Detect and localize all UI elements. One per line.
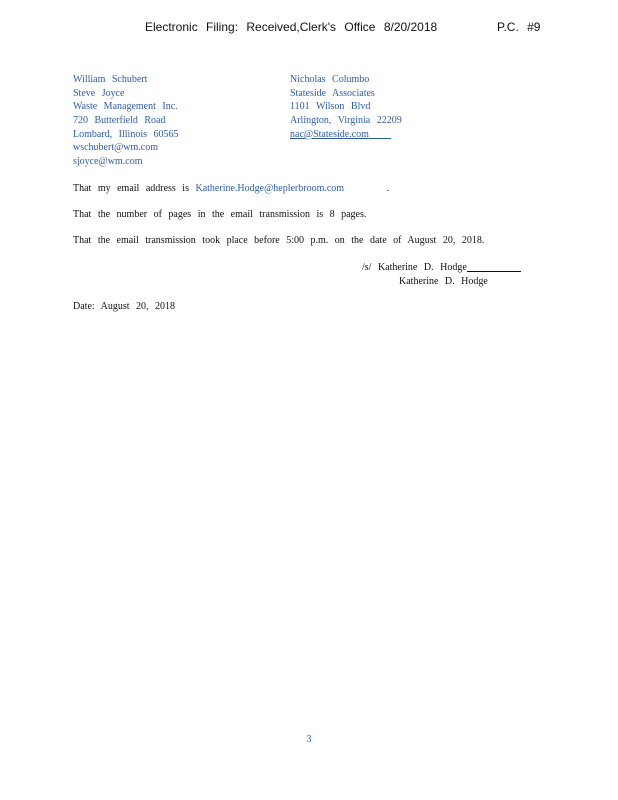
page-number: 3 xyxy=(306,734,312,745)
email-address-statement xyxy=(73,182,389,196)
signature-rule xyxy=(467,261,521,272)
electronic-signature: /s/ Katherine D. Hodge xyxy=(362,262,467,273)
email-statement-suffix: . xyxy=(386,183,390,194)
document-date: Date: August 20, 2018 xyxy=(73,301,175,312)
page-count-statement: That the number of pages in the email transmission is 8 pages. xyxy=(73,209,367,220)
service-address-right xyxy=(290,73,402,141)
sender-email-link[interactable]: Katherine.Hodge@heplerbroom.com xyxy=(195,183,345,194)
signature-line xyxy=(362,261,521,275)
recipient-name: Nicholas Columbo xyxy=(290,74,370,85)
transmission-time-statement: That the email transmission took place before 5:00 p.m. on the date of August 20, 2018. xyxy=(73,235,485,246)
filing-stamp: Electronic Filing: Received,Clerk's Office 8/20/2018 xyxy=(145,20,438,34)
recipient-email[interactable]: wschubert@wm.com xyxy=(73,142,159,154)
recipient-city: Arlington, Virginia 22209 xyxy=(290,115,402,127)
signer-printed-name: Katherine D. Hodge xyxy=(399,276,488,287)
email-statement-prefix: That my email address is xyxy=(73,183,189,194)
public-comment-number: P.C. #9 xyxy=(497,20,541,34)
recipient-city: Lombard, Illinois 60565 xyxy=(73,128,179,140)
service-address-left xyxy=(73,73,179,169)
recipient-email-row xyxy=(290,128,402,142)
recipient-email[interactable]: sjoyce@wm.com xyxy=(73,156,143,168)
email-underline-rule xyxy=(369,128,391,139)
recipient-organization: Stateside Associates xyxy=(290,87,375,99)
recipient-name: William Schubert xyxy=(73,74,148,85)
filing-header xyxy=(0,20,618,36)
recipient-organization: Waste Management Inc. xyxy=(73,101,178,113)
recipient-email-link[interactable]: nac@Stateside.com xyxy=(290,128,369,140)
recipient-street: 1101 Wilson Blvd xyxy=(290,101,371,113)
recipient-name: Steve Joyce xyxy=(73,87,125,99)
recipient-street: 720 Butterfield Road xyxy=(73,115,166,127)
